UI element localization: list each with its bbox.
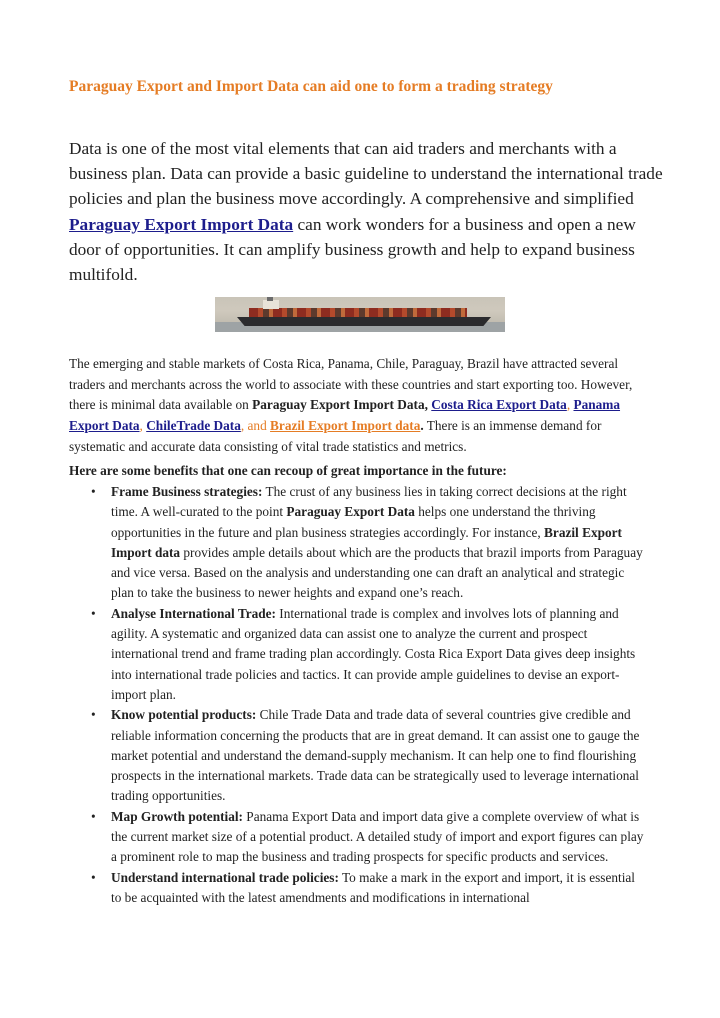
intro-paragraph [69, 136, 669, 287]
list-item-text: helps one understand the thriving opportunities in the future and plan business strategies accordingly. For instance, [111, 504, 596, 540]
bullet-icon: • [91, 869, 96, 885]
paraguay-export-import-data-link[interactable]: Paraguay Export Import Data [69, 214, 294, 234]
paraguay-export-data-bold: Paraguay Export Data [286, 504, 415, 520]
panama-export-data-link[interactable]: Panama Export Data [69, 397, 621, 434]
list-item [91, 705, 645, 806]
list-item-title: Map Growth potential: [111, 808, 243, 824]
benefits-heading: Here are some benefits that one can recoup of great importance in the future: [69, 463, 507, 478]
bullet-icon: • [91, 707, 96, 723]
list-item-title: Understand international trade policies: [111, 869, 339, 885]
ship-mast [267, 297, 273, 301]
paraguay-data-bold: Paraguay Export Import Data, [252, 397, 428, 413]
list-item [91, 604, 645, 705]
page-title: Paraguay Export and Import Data can aid one to form a trading strategy [69, 78, 553, 95]
markets-paragraph [69, 354, 653, 458]
separator: , [139, 418, 143, 434]
ship-bridge [263, 300, 279, 309]
list-item-text: The crust of any business lies in taking correct decisions at the right time. A well-curated to the point [111, 484, 627, 520]
bullet-icon: • [91, 484, 96, 499]
bullet-icon: • [91, 605, 96, 621]
separator: , and [240, 418, 271, 434]
list-item-text: International trade is complex and involves lots of planning and agility. A systematic and organized data can assist one to analyze the current and prospect international trend and frame trading plan accordingly. Costa Rica Export Data gives deep insights into international trade policies and tactics. It can provide ample guidelines to devise an export-import plan. [111, 605, 636, 702]
brazil-export-import-data-bold: Brazil Export Import data [111, 524, 622, 560]
list-item [91, 807, 645, 868]
list-item-title: Analyse International Trade: [111, 605, 276, 621]
list-item-text: Chile Trade Data and trade data of several countries give credible and reliable information concerning the products that are in great demand. It can assist one to gauge the market potential and understand the demand-supply mechanism. It can help one to find flourishing prospects in the international markets. Trade data can be strategically used to leverage international trading opportunities. [111, 707, 640, 804]
list-item-title: Frame Business strategies: [111, 484, 263, 499]
list-item [91, 868, 645, 909]
markets-text: The emerging and stable markets of Costa Rica, Panama, Chile, Paraguay, Brazil have attracted several traders and merchants across the world to associate with these countries and start exporting too. However, there is minimal data available on [69, 356, 633, 413]
period: . [420, 418, 424, 434]
container-ship-image [215, 297, 505, 332]
markets-text-end: There is an immense demand for systematic and accurate data consisting of vital trade statistics and metrics. [69, 418, 602, 454]
costa-rica-export-data-link[interactable]: Costa Rica Export Data [431, 397, 567, 413]
chile-trade-data-link[interactable]: ChileTrade Data [146, 418, 241, 434]
benefits-list [91, 482, 645, 908]
ship-containers [249, 308, 467, 318]
list-item-text: Panama Export Data and import data give a complete overview of what is the current market size of a potential product. A detailed study of import and export figures can play a prominent role to map the business and trading prospects for specific products and services. [111, 808, 644, 865]
intro-text-before: Data is one of the most vital elements that can aid traders and merchants with a business plan. Data can provide a basic guideline to understand the international trade policies and plan the business move accordingly. A comprehensive and simplified [69, 139, 663, 209]
ship-hull [237, 317, 491, 326]
list-item-text: To make a mark in the export and import, it is essential to be acquainted with the latest amendments and modifications in international [111, 869, 635, 905]
intro-text-after: can work wonders for a business and open a new door of opportunities. It can amplify business growth and help to expand business multifold. [69, 214, 636, 285]
list-item-title: Know potential products: [111, 707, 257, 723]
brazil-export-import-data-link[interactable]: Brazil Export Import data [270, 418, 421, 434]
separator: , [566, 397, 571, 413]
list-item-text: provides ample details about which are the products that brazil imports from Paraguay and vice versa. Based on the analysis and understanding one can draft an analytical and strategic plan to take the business to newer heights and expand one’s reach. [111, 544, 643, 601]
bullet-icon: • [91, 808, 96, 824]
list-item [91, 482, 645, 604]
